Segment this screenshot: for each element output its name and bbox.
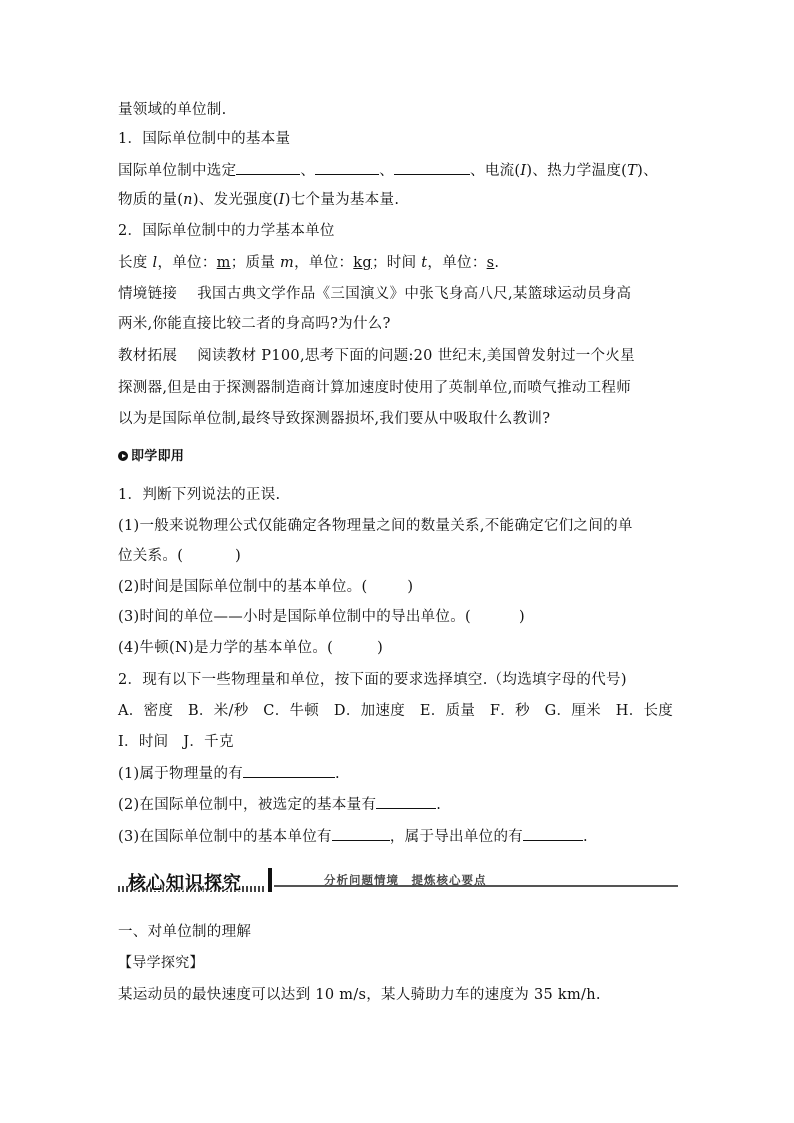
section-banner	[118, 866, 678, 896]
options	[118, 732, 234, 752]
text: ，单位：	[157, 255, 217, 271]
text: 国际单位制中选定	[118, 163, 237, 179]
question	[118, 670, 627, 690]
text: (2)在国际单位制中，被选定的基本量有	[118, 797, 377, 813]
question-item	[118, 794, 441, 815]
text-line	[118, 100, 227, 120]
fill-blank	[332, 826, 390, 841]
question-item	[118, 607, 525, 627]
subsection-heading	[118, 221, 335, 241]
context-link	[118, 284, 631, 304]
text: )、发光强度(	[192, 192, 279, 208]
text: )七个量为基本量.	[284, 192, 400, 208]
answer-underlined: m	[216, 255, 231, 271]
text: )、热力学温度(	[526, 163, 628, 179]
text-line	[118, 409, 550, 429]
question-item	[118, 826, 588, 847]
text: I．时间 J．千克	[118, 734, 234, 750]
fill-blank	[236, 160, 300, 175]
text: 长度	[118, 255, 153, 271]
text-line	[118, 985, 601, 1005]
fill-blank	[394, 160, 470, 175]
text: 两米,你能直接比较二者的身高吗?为什么?	[118, 316, 391, 332]
label: 教材拓展	[118, 348, 178, 364]
text-line	[118, 314, 391, 334]
guide-heading	[118, 953, 204, 973]
symbol: t	[421, 255, 428, 271]
text: (1)一般来说物理公式仅能确定各物理量之间的数量关系,不能确定它们之间的单	[118, 518, 633, 534]
text: 1．判断下列说法的正误.	[118, 487, 281, 503]
text: 我国古典文学作品《三国演义》中张飞身高八尺,某篮球运动员身高	[197, 286, 632, 302]
text: 、	[300, 163, 316, 179]
text: .	[436, 797, 442, 813]
section-heading	[118, 922, 251, 942]
symbol: I	[278, 192, 285, 208]
text: 某运动员的最快速度可以达到 10 m/s，某人骑助力车的速度为 35 km/h.	[118, 987, 601, 1003]
text-line	[118, 190, 399, 210]
text: ；质量	[230, 255, 281, 271]
text: 阅读教材 P100,思考下面的问题:20 世纪末,美国曾发射过一个火星	[197, 348, 635, 364]
question-item	[118, 638, 383, 658]
text: 即学即用	[131, 449, 185, 464]
text: 2．现有以下一些物理量和单位，按下面的要求选择填空.（均选填字母的代号)	[118, 672, 627, 688]
text: 、电流(	[470, 163, 521, 179]
question-item	[118, 546, 241, 566]
question-item	[118, 763, 340, 784]
text: ，属于导出单位的有	[389, 829, 524, 845]
text: 一、对单位制的理解	[118, 924, 252, 940]
text: (2)时间是国际单位制中的基本单位。(	[118, 579, 368, 595]
text: )	[235, 548, 242, 564]
symbol: n	[183, 192, 193, 208]
fill-blank	[315, 160, 379, 175]
textbook-extension	[118, 346, 635, 366]
banner-title: 核心知识探究	[128, 873, 242, 894]
text: 、	[379, 163, 395, 179]
banner-subtitle: 分析问题情境 提炼核心要点	[324, 873, 487, 887]
question	[118, 485, 280, 505]
text: .	[335, 766, 340, 782]
text: )	[377, 640, 384, 656]
question-item	[118, 577, 413, 597]
text: 2．国际单位制中的力学基本单位	[118, 223, 335, 239]
fill-blank	[243, 763, 335, 778]
text: 探测器,但是由于探测器制造商计算加速度时使用了英制单位,而喷气推动工程师	[118, 380, 632, 396]
text: (3)在国际单位制中的基本单位有	[118, 829, 332, 845]
text: (4)牛顿(N)是力学的基本单位。(	[118, 640, 334, 656]
question-item	[118, 516, 633, 536]
label: 情境链接	[118, 286, 178, 302]
options	[118, 701, 673, 721]
symbol: m	[280, 255, 295, 271]
text-line	[118, 253, 499, 273]
fill-blank	[376, 794, 436, 809]
answer-underlined: s	[486, 255, 495, 271]
answer-underlined: kg	[353, 255, 372, 271]
text: 物质的量(	[118, 192, 184, 208]
practice-heading	[118, 446, 184, 467]
text: 以为是国际单位制,最终导致探测器损坏,我们要从中吸取什么教训?	[118, 411, 551, 427]
text: 位关系。(	[118, 548, 184, 564]
text-line	[118, 378, 631, 398]
symbol: l	[152, 255, 158, 271]
text: )、	[637, 163, 658, 179]
symbol: I	[520, 163, 527, 179]
text: ，单位：	[427, 255, 487, 271]
text: .	[494, 255, 500, 271]
symbol: T	[627, 163, 638, 179]
text: ；时间	[371, 255, 422, 271]
text-line	[118, 160, 658, 181]
text: (1)属于物理量的有	[118, 766, 244, 782]
text: 1．国际单位制中的基本量	[118, 131, 291, 147]
text: ，单位：	[294, 255, 354, 271]
text: )	[407, 579, 414, 595]
banner-bar	[268, 868, 272, 892]
text: 量领域的单位制.	[118, 102, 227, 118]
fill-blank	[523, 826, 583, 841]
text: )	[519, 609, 525, 625]
subsection-heading	[118, 129, 290, 149]
text: 【导学探究】	[118, 955, 204, 971]
text: (3)时间的单位——小时是国际单位制中的导出单位。(	[118, 609, 471, 625]
text: .	[583, 829, 588, 845]
play-circle-icon	[118, 451, 128, 461]
text: A．密度 B．米/秒 C．牛顿 D．加速度 E．质量 F．秒 G．厘米 H．长度	[118, 703, 674, 719]
